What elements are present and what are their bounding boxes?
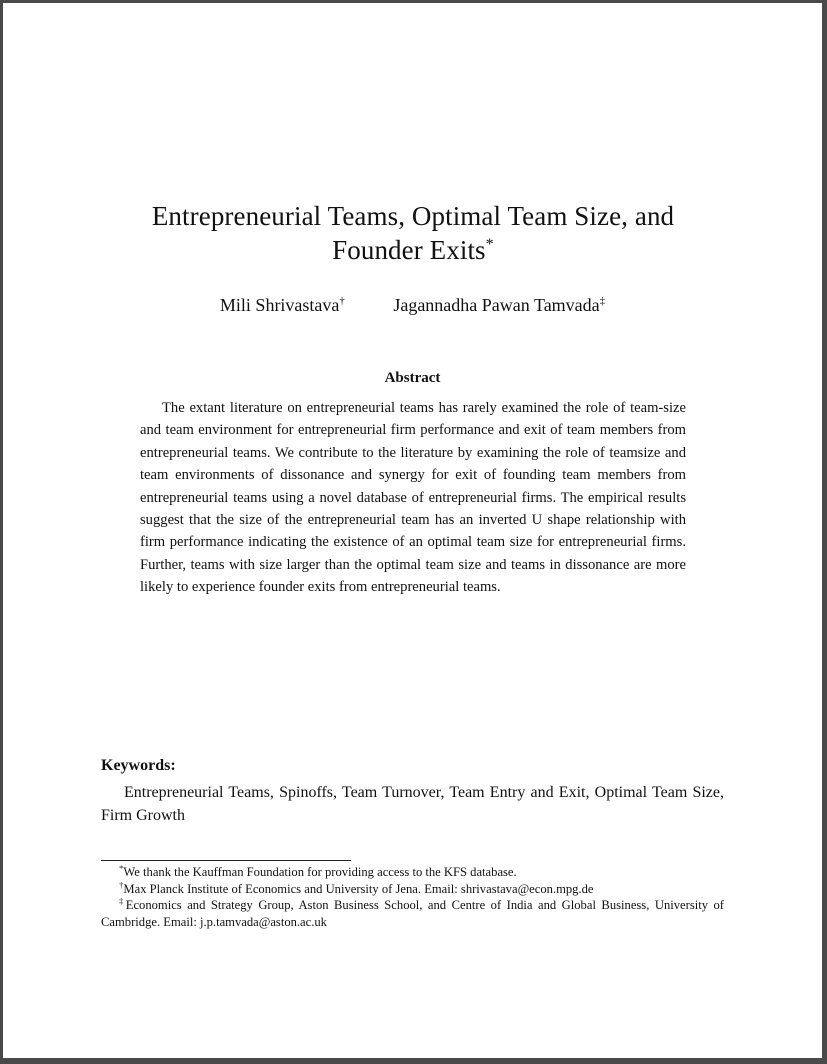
footnote-3-mark: ‡	[119, 895, 126, 906]
abstract-heading: Abstract	[384, 370, 441, 386]
footnote-divider	[101, 860, 351, 861]
document-page	[3, 3, 822, 1058]
keywords-heading: Keywords:	[101, 757, 176, 774]
footnote-1	[101, 864, 724, 881]
footnote-3	[101, 897, 724, 930]
footnotes	[101, 864, 724, 930]
title-line-1: Entrepreneurial Teams, Optimal Team Size, and	[151, 201, 675, 231]
paper-title	[73, 199, 753, 267]
author-2-mark: ‡	[599, 295, 606, 307]
author-1-mark: †	[339, 295, 345, 307]
footnote-2-text: Max Planck Institute of Economics and University of Jena. Email: shrivastava@econ.mpg.de	[123, 881, 594, 896]
footnote-2	[101, 881, 724, 898]
footnote-1-mark: *	[119, 862, 124, 873]
author-list	[3, 293, 822, 317]
author-1	[220, 293, 345, 317]
author-2-name: Jagannadha Pawan Tamvada	[393, 295, 600, 315]
title-line-2-text: Founder Exits	[332, 235, 486, 265]
title-line-2	[73, 233, 753, 267]
title-footnote-mark: *	[485, 235, 494, 253]
footnote-3-text: Economics and Strategy Group, Aston Business School, and Centre of India and Global Business, University of Cambridge. Email: j.p.tamvada@aston.ac.uk	[101, 898, 724, 929]
author-1-name: Mili Shrivastava	[219, 295, 340, 315]
footnote-1-text: We thank the Kauffman Foundation for providing access to the KFS database.	[123, 865, 517, 879]
author-2	[393, 293, 605, 317]
keywords-text: Entrepreneurial Teams, Spinoffs, Team Turnover, Team Entry and Exit, Optimal Team Size, Firm Growth	[101, 784, 724, 824]
abstract-text: The extant literature on entrepreneurial teams has rarely examined the role of team-size and team environment for entrepreneurial firm performance and exit of team members from entrepreneurial teams. We contribute to the literature by examining the role of teamsize and team environments of dissonance and synergy for exit of founding team members from entrepreneurial teams using a novel database of entrepreneurial firms. The empirical results suggest that the size of the entrepreneurial team has an inverted U shape relationship with firm performance indicating the existence of an optimal team size for entrepreneurial firms. Further, teams with size larger than the optimal team size and teams in dissonance are more likely to experience founder exits from entrepreneurial teams.	[140, 400, 686, 596]
footnote-2-mark: †	[119, 879, 124, 890]
